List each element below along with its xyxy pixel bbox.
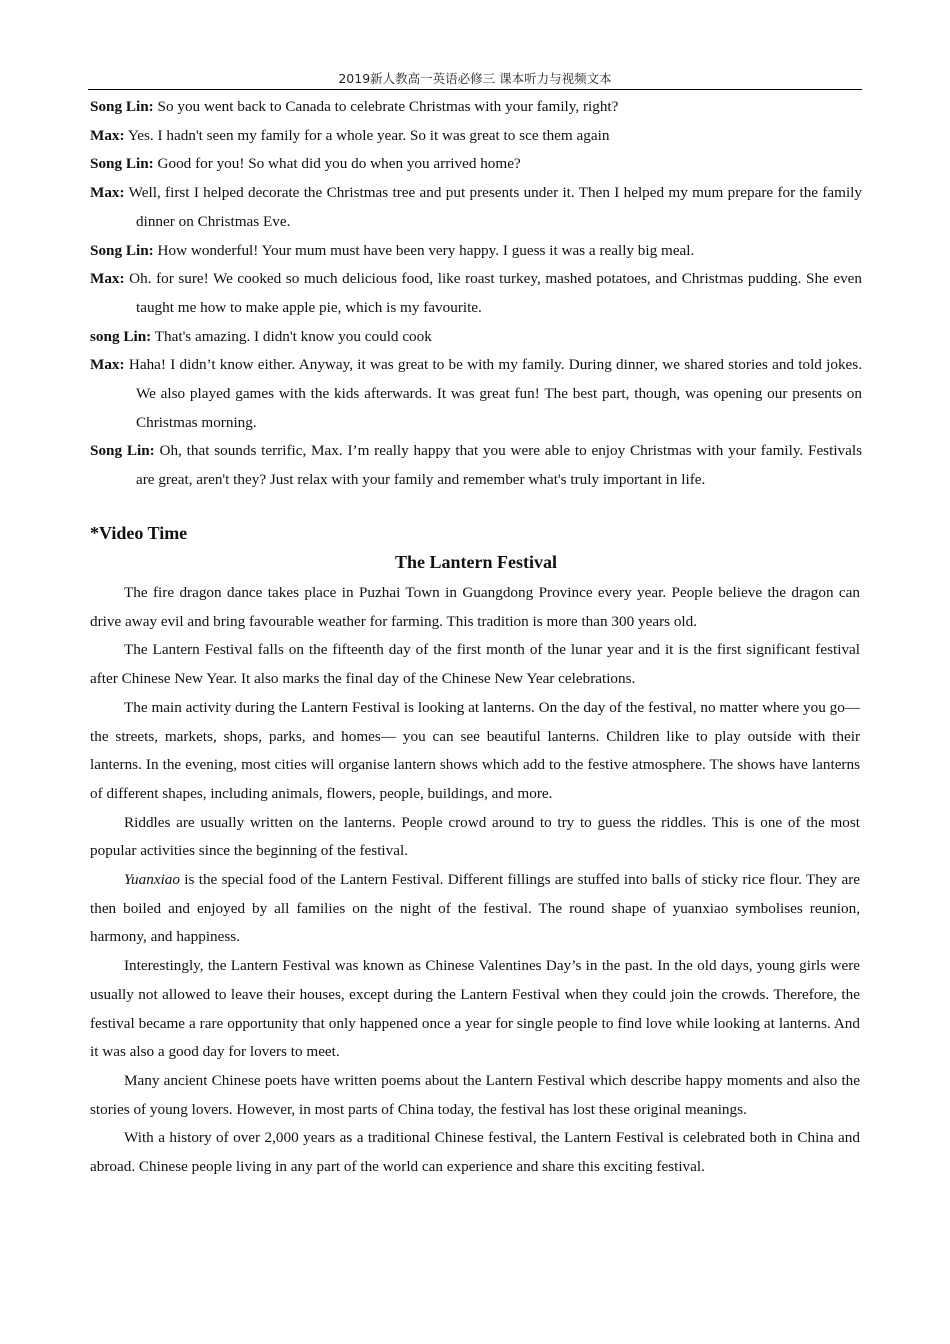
dialogue-text: So you went back to Canada to celebrate Christmas with your family, right? — [157, 98, 619, 115]
dialogue-text: Haha! I didn’t know either. Anyway, it was great to be with my family. During dinner, we shared stories and told jokes. We also played games with the kids afterwards. It was great fun! The best part, though, was opening our presents on Christmas morning. — [128, 356, 863, 431]
paragraph-text: is the special food of the Lantern Festival. Different fillings are stuffed into balls of sticky rice flour. They are then boiled and enjoyed by all families on the night of the festival. The round shape of yuanxiao symbolises reunion, harmony, and happiness. — [90, 871, 860, 946]
dialogue-text: Well, first I helped decorate the Christmas tree and put presents under it. Then I helped my mum prepare for the family dinner on Christmas Eve. — [128, 184, 863, 230]
section-heading: *Video Time — [90, 523, 188, 543]
speaker-label: Max: — [90, 356, 125, 374]
dialogue-text: Oh. for sure! We cooked so much delicious food, like roast turkey, mashed potatoes, and Christmas pudding. She even taught me how to make apple pie, which is my favourite. — [129, 270, 863, 316]
speaker-label: Max: — [90, 184, 125, 202]
speaker-label: Song Lin: — [90, 442, 155, 460]
article-paragraph: Riddles are usually written on the lanterns. People crowd around to try to guess the riddles. This is one of the most popular activities since the beginning of the festival. — [90, 813, 860, 860]
dialogue-turn — [90, 93, 862, 122]
dialogue-turn — [90, 179, 862, 236]
italic-term: Yuanxiao — [124, 871, 180, 889]
speaker-label: Song Lin: — [90, 155, 154, 173]
dialogue-turn — [90, 323, 862, 352]
speaker-label: Max: — [90, 126, 125, 144]
article-paragraph: The Lantern Festival falls on the fifteenth day of the first month of the lunar year and it is the first significant festival after Chinese New Year. It also marks the final day of the Chinese New Year celebrations. — [90, 641, 860, 688]
dialogue-turn — [90, 437, 862, 494]
dialogue-turn — [90, 150, 862, 179]
page-header: 2019新人教高一英语必修三 课本听力与视频文本 — [88, 71, 862, 90]
dialogue-turn — [90, 122, 862, 151]
dialogue-section — [90, 93, 862, 495]
article-paragraph: With a history of over 2,000 years as a traditional Chinese festival, the Lantern Festival is celebrated both in China and abroad. Chinese people living in any part of the world can experience and share this exciting festival. — [90, 1129, 860, 1176]
dialogue-text: Oh, that sounds terrific, Max. I’m really happy that you were able to enjoy Christmas with your family. Festivals are great, aren't they? Just relax with your family and remember what's truly important in life. — [136, 442, 863, 489]
speaker-label: Song Lin: — [90, 241, 154, 259]
dialogue-text: Yes. I hadn't seen my family for a whole year. So it was great to sce them again — [127, 126, 610, 144]
article-paragraph: The main activity during the Lantern Festival is looking at lanterns. On the day of the festival, no matter where you go—the streets, markets, shops, parks, and homes— you can see beautiful lanterns. Children like to play outside with their lanterns. In the evening, most cities will organise lantern shows which add to the festive atmosphere. The shows have lanterns of different shapes, including animals, flowers, people, buildings, and more. — [90, 698, 860, 802]
dialogue-turn — [90, 265, 862, 322]
dialogue-text: Good for you! So what did you do when you arrived home? — [157, 155, 521, 173]
article-paragraph — [90, 866, 860, 952]
article-paragraph: The fire dragon dance takes place in Puzhai Town in Guangdong Province every year. People believe the dragon can drive away evil and bring favourable weather for farming. This tradition is more than 300 years old. — [90, 584, 860, 630]
dialogue-turn — [90, 237, 862, 266]
article-body — [90, 579, 860, 1182]
article-paragraph: Many ancient Chinese poets have written poems about the Lantern Festival which describe happy moments and also the stories of young lovers. However, in most parts of China today, the festival has lost these original meanings. — [90, 1071, 860, 1118]
article-paragraph: Interestingly, the Lantern Festival was known as Chinese Valentines Day’s in the past. In the old days, young girls were usually not allowed to leave their houses, except during the Lantern Festival when they could join the crowds. Therefore, the festival became a rare opportunity that only happened once a year for single people to find love while looking at lanterns. And it was also a good day for lovers to meet. — [90, 957, 860, 1061]
dialogue-turn — [90, 351, 862, 437]
dialogue-text: How wonderful! Your mum must have been very happy. I guess it was a really big meal. — [157, 241, 695, 259]
dialogue-text: That's amazing. I didn't know you could cook — [154, 327, 432, 345]
speaker-label: Song Lin: — [90, 98, 154, 115]
speaker-label: Max: — [90, 270, 125, 288]
speaker-label: song Lin: — [90, 327, 152, 345]
article-title: The Lantern Festival — [395, 552, 557, 572]
